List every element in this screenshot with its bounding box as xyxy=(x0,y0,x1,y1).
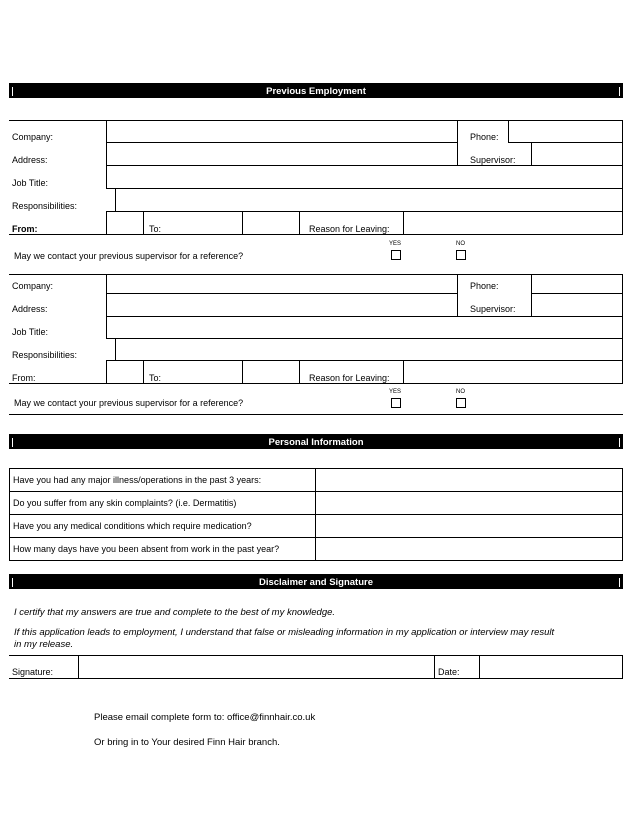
phone-label: Phone: xyxy=(470,281,499,291)
disclaimer-header xyxy=(9,574,623,589)
medication-answer-field[interactable] xyxy=(315,514,623,538)
employment-block-2 xyxy=(9,274,623,386)
contact-question-1: May we contact your previous supervisor for a reference? xyxy=(14,251,244,261)
date-label: Date: xyxy=(438,667,460,677)
medication-question: Have you any medical conditions which require medication? xyxy=(13,521,252,531)
question-cell xyxy=(9,514,316,538)
responsibilities-field-1[interactable] xyxy=(115,188,623,212)
certify-text: I certify that my answers are true and complete to the best of my knowledge. xyxy=(14,607,336,618)
job-title-label: Job Title: xyxy=(12,327,49,337)
skin-question: Do you suffer from any skin complaints? (i.e. Dermatitis) xyxy=(13,498,237,508)
to-label: To: xyxy=(149,373,162,383)
job-title-field-1[interactable] xyxy=(106,165,623,189)
skin-answer-field[interactable] xyxy=(315,491,623,515)
illness-question: Have you had any major illness/operations in the past 3 years: xyxy=(13,475,262,485)
personal-information-title: Personal Information xyxy=(268,437,364,448)
reason-field-2[interactable] xyxy=(403,360,623,384)
supervisor-field-2[interactable] xyxy=(531,293,623,317)
phone-field-1[interactable] xyxy=(508,120,623,143)
no-checkbox-1[interactable] xyxy=(456,250,466,260)
responsibilities-field-2[interactable] xyxy=(115,338,623,361)
disclaimer-title: Disclaimer and Signature xyxy=(258,577,374,588)
signature-label: Signature: xyxy=(12,667,54,677)
contact-question-2: May we contact your previous supervisor for a reference? xyxy=(14,398,244,408)
illness-answer-field[interactable] xyxy=(315,468,623,492)
no-label-2: NO xyxy=(456,389,465,395)
address-label: Address: xyxy=(12,155,48,165)
job-title-label: Job Title: xyxy=(12,178,49,188)
previous-employment-header xyxy=(9,83,623,98)
reason-field-1[interactable] xyxy=(403,211,623,235)
question-cell xyxy=(9,468,316,492)
date-field[interactable] xyxy=(479,655,623,679)
from-field-1[interactable] xyxy=(106,211,144,235)
from-field-2[interactable] xyxy=(106,360,144,384)
signature-row xyxy=(9,655,623,679)
phone-label: Phone: xyxy=(470,132,499,142)
supervisor-label: Supervisor: xyxy=(470,304,516,314)
to-label: To: xyxy=(149,224,162,234)
address-field-2[interactable] xyxy=(106,293,458,317)
yes-label-2: YES xyxy=(389,389,402,395)
personal-information-header xyxy=(9,434,623,449)
reason-label: Reason for Leaving: xyxy=(309,224,390,234)
from-label: From: xyxy=(12,373,36,383)
job-title-field-2[interactable] xyxy=(106,316,623,339)
company-label: Company: xyxy=(12,132,54,142)
employment-text-line2: in my release. xyxy=(14,639,74,650)
employment-block-1 xyxy=(9,120,623,240)
previous-employment-title: Previous Employment xyxy=(266,86,366,97)
email-instruction: Please email complete form to: office@finnhair.co.uk xyxy=(94,712,316,723)
responsibilities-label: Responsibilities: xyxy=(12,350,78,360)
company-label: Company: xyxy=(12,281,54,291)
from-label: From: xyxy=(12,224,38,234)
responsibilities-label: Responsibilities: xyxy=(12,201,78,211)
personal-table xyxy=(9,468,623,564)
no-checkbox-2[interactable] xyxy=(456,398,466,408)
yes-checkbox-1[interactable] xyxy=(391,250,401,260)
absence-question: How many days have you been absent from work in the past year? xyxy=(13,544,280,554)
question-cell xyxy=(9,491,316,515)
no-label-1: NO xyxy=(456,241,465,247)
branch-instruction: Or bring in to Your desired Finn Hair branch. xyxy=(94,737,280,748)
address-field-1[interactable] xyxy=(106,142,458,166)
address-label: Address: xyxy=(12,304,48,314)
company-field-2[interactable] xyxy=(106,274,458,294)
supervisor-label: Supervisor: xyxy=(470,155,516,165)
company-field-1[interactable] xyxy=(106,120,458,143)
divider xyxy=(9,414,623,415)
to-field-2[interactable] xyxy=(242,360,300,384)
to-field-1[interactable] xyxy=(242,211,300,235)
yes-checkbox-2[interactable] xyxy=(391,398,401,408)
phone-field-2[interactable] xyxy=(531,274,623,294)
reason-label: Reason for Leaving: xyxy=(309,373,390,383)
question-cell xyxy=(9,537,316,561)
employment-text-line1: If this application leads to employment, I understand that false or misleading information in my application or interview may result xyxy=(14,627,555,638)
absence-answer-field[interactable] xyxy=(315,537,623,561)
yes-label-1: YES xyxy=(389,241,402,247)
signature-field[interactable] xyxy=(78,655,435,679)
supervisor-field-1[interactable] xyxy=(531,142,623,166)
